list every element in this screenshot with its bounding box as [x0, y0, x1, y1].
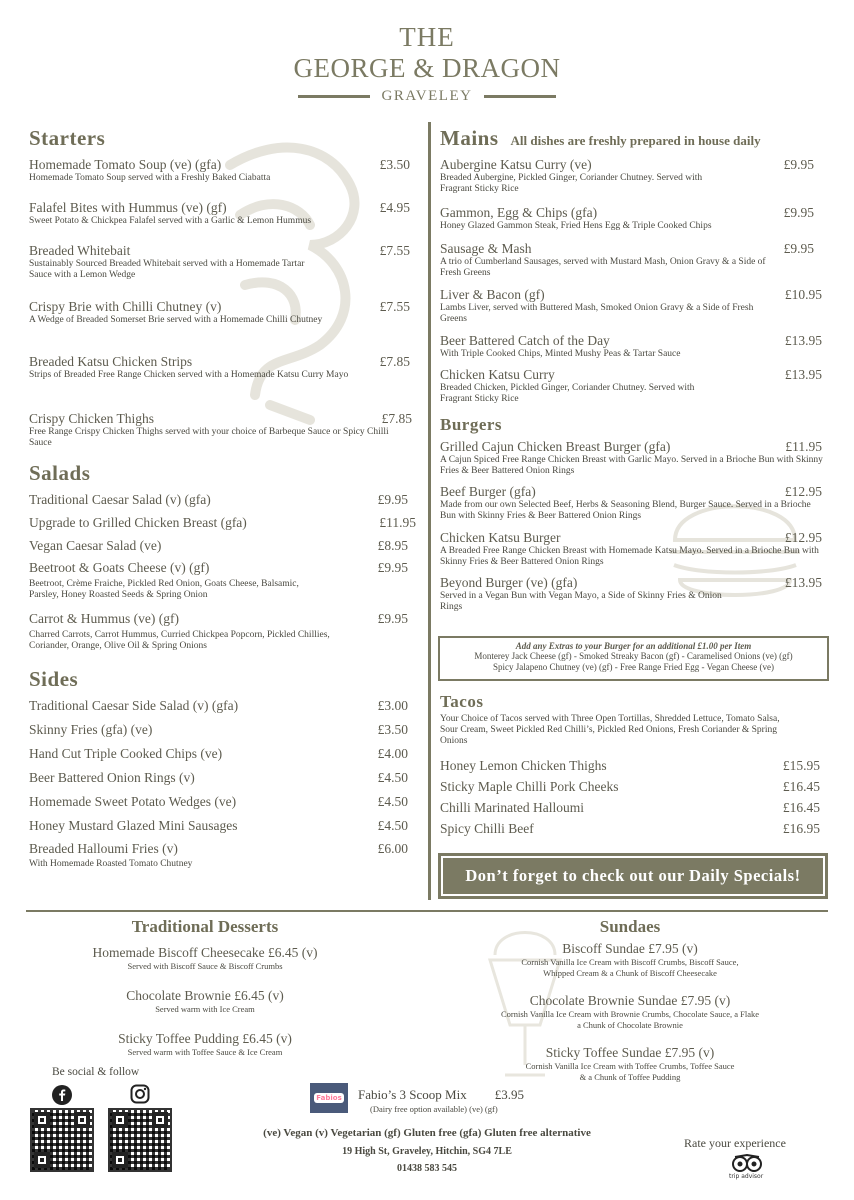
item-price: £11.95 — [785, 439, 822, 454]
list-item — [440, 333, 828, 367]
item-price: £9.95 — [783, 241, 814, 256]
list-item — [440, 758, 828, 779]
header-location-row — [0, 88, 854, 105]
list-item — [29, 299, 416, 354]
desserts-section — [40, 917, 370, 1061]
item-desc: Homemade Tomato Soup served with a Freshly Baked Ciabatta — [29, 173, 271, 183]
item-desc: Lambs Liver, served with Buttered Mash, Smoked Onion Gravy & a Side of Fresh Greens — [440, 303, 754, 324]
mains-list — [440, 157, 828, 415]
sundae-desc-1: Cornish Vanilla Ice Cream with Biscoff Crumbs, Biscoff Sauce, — [521, 957, 739, 967]
dessert-desc: Served warm with Ice Cream — [155, 1004, 255, 1014]
list-item — [29, 243, 416, 299]
item-desc: Free Range Crispy Chicken Thighs served with your choice of Barbeque Sauce or Spicy Chilli Sauce — [29, 427, 389, 448]
list-item — [440, 821, 828, 842]
address: 19 High St, Graveley, Hitchin, SG4 7LE — [342, 1146, 512, 1157]
item-name: Beer Battered Catch of the Day — [440, 333, 610, 348]
sides-title: Sides — [29, 667, 79, 691]
item-name: Traditional Caesar Side Salad (v) (gfa) — [29, 698, 239, 713]
list-item — [460, 941, 800, 993]
tripadvisor-icon[interactable] — [730, 1154, 764, 1172]
item-price: £13.95 — [784, 367, 822, 382]
item-name: Liver & Bacon (gf) — [440, 287, 545, 302]
social-label: Be social & follow — [52, 1066, 140, 1078]
dietary-legend: (ve) Vegan (v) Vegetarian (gf) Gluten free (gfa) Gluten free alternative — [263, 1127, 591, 1139]
item-price: £9.95 — [377, 611, 408, 626]
item-desc: With Triple Cooked Chips, Minted Mushy Peas & Tartar Sauce — [440, 349, 681, 359]
header-location: GRAVELEY — [381, 88, 473, 104]
item-name: Falafel Bites with Hummus (ve) (gf) — [29, 200, 227, 215]
item-name: Sticky Maple Chilli Pork Cheeks — [440, 779, 619, 794]
list-item — [29, 722, 416, 746]
starters-title: Starters — [29, 126, 106, 150]
menu-header — [0, 22, 854, 105]
list-item — [29, 515, 416, 538]
list-item — [29, 492, 416, 515]
salads-title: Salads — [29, 461, 91, 485]
item-name: Carrot & Hummus (ve) (gf) — [29, 611, 179, 626]
mains-heading — [440, 126, 828, 151]
item-price: £3.00 — [377, 698, 408, 713]
list-item — [460, 993, 800, 1045]
sundae-desc-1: Cornish Vanilla Ice Cream with Brownie Crumbs, Chocolate Sauce, a Flake — [500, 1009, 760, 1019]
dessert-name: Chocolate Brownie £6.45 (v) — [126, 988, 284, 1003]
burger-extras-box — [438, 636, 829, 681]
item-name: Upgrade to Grilled Chicken Breast (gfa) — [29, 515, 247, 530]
item-name: Honey Mustard Glazed Mini Sausages — [29, 818, 238, 833]
extras-line-2: Spicy Jalapeno Chutney (ve) (gf) - Free Range Fried Egg - Vegan Cheese (ve) — [493, 662, 774, 672]
item-desc: With Homemade Roasted Tomato Chutney — [29, 859, 193, 869]
item-name: Homemade Tomato Soup (ve) (gfa) — [29, 157, 222, 172]
list-item — [440, 575, 828, 620]
item-name: Beyond Burger (ve) (gfa) — [440, 575, 578, 590]
item-name: Skinny Fries (gfa) (ve) — [29, 722, 153, 737]
dessert-divider — [26, 910, 828, 912]
tacos-title: Tacos — [440, 692, 484, 711]
item-desc: A Wedge of Breaded Somerset Brie served with a Homemade Chilli Chutney — [29, 315, 323, 325]
tripadvisor-label: trip advisor — [729, 1173, 764, 1180]
list-item — [29, 698, 416, 722]
list-item — [440, 205, 828, 241]
salads-list — [29, 492, 416, 667]
item-price: £9.95 — [783, 205, 814, 220]
list-item — [40, 1031, 370, 1061]
item-name: Beer Battered Onion Rings (v) — [29, 770, 195, 785]
item-name: Sausage & Mash — [440, 241, 532, 256]
left-column — [29, 126, 416, 871]
item-price: £10.95 — [784, 287, 822, 302]
sundae-desc-2: Whipped Cream & a Chunk of Biscoff Cheesecake — [543, 968, 717, 978]
list-item — [29, 411, 416, 457]
item-desc: Charred Carrots, Carrot Hummus, Curried Chickpea Popcorn, Pickled Chillies, Coriander, Orange, Olive Oil & Spring Onions — [29, 630, 330, 651]
item-price: £4.50 — [377, 794, 408, 809]
burgers-title: Burgers — [440, 415, 503, 434]
daily-specials-banner — [438, 853, 828, 899]
item-price: £16.45 — [782, 800, 820, 815]
list-item — [440, 157, 828, 205]
extras-heading: Add any Extras to your Burger for an additional £1.00 per Item — [515, 641, 752, 651]
list-item — [29, 538, 416, 560]
fabios-logo — [310, 1083, 348, 1113]
list-item — [29, 157, 416, 200]
item-price: £12.95 — [784, 484, 822, 499]
item-desc: Made from our own Selected Beef, Herbs & Seasoning Blend, Burger Sauce. Served in a Brioche Bun with Skinny Fries & Beer Battered Onion Rings — [440, 500, 811, 521]
sundae-name: Biscoff Sundae £7.95 (v) — [562, 941, 698, 956]
fabios-name: Fabio’s 3 Scoop Mix — [358, 1087, 467, 1102]
item-price: £4.50 — [377, 770, 408, 785]
item-name: Vegan Caesar Salad (ve) — [29, 538, 162, 553]
item-name: Breaded Katsu Chicken Strips — [29, 354, 193, 369]
item-name: Chilli Marinated Halloumi — [440, 800, 584, 815]
list-item — [460, 1045, 800, 1085]
item-price: £9.95 — [377, 560, 408, 575]
header-divider-right — [484, 95, 556, 98]
item-name: Chicken Katsu Curry — [440, 367, 555, 382]
item-price: £6.00 — [377, 841, 408, 856]
list-item — [440, 800, 828, 821]
extras-line-1: Monterey Jack Cheese (gf) - Smoked Streaky Bacon (gf) - Caramelised Onions (ve) (gf) — [474, 651, 793, 661]
sundaes-title: Sundaes — [599, 917, 661, 936]
list-item — [29, 200, 416, 243]
item-price: £11.95 — [379, 515, 416, 530]
dessert-desc: Served warm with Toffee Sauce & Ice Cream — [127, 1047, 283, 1057]
item-name: Homemade Sweet Potato Wedges (ve) — [29, 794, 237, 809]
starters-list — [29, 157, 416, 457]
right-column — [440, 126, 828, 620]
instagram-icon[interactable] — [130, 1084, 150, 1104]
dessert-name: Homemade Biscoff Cheesecake £6.45 (v) — [92, 945, 318, 960]
list-item — [29, 818, 416, 841]
mains-subtitle: All dishes are freshly prepared in house daily — [510, 133, 761, 148]
list-item — [440, 530, 828, 575]
fabios-note: (Dairy free option available) (ve) (gf) — [370, 1104, 498, 1114]
header-the: THE — [399, 22, 455, 52]
list-item — [440, 367, 828, 415]
list-item — [440, 779, 828, 800]
list-item — [29, 354, 416, 411]
item-price: £4.50 — [377, 818, 408, 833]
list-item — [29, 841, 416, 871]
item-desc: Sustainably Sourced Breaded Whitebait served with a Homemade Tartar Sauce with a Lemon Wedge — [29, 259, 305, 280]
list-item — [29, 746, 416, 770]
column-divider — [428, 122, 431, 900]
burgers-list — [440, 439, 828, 620]
tacos-desc: Your Choice of Tacos served with Three Open Tortillas, Shredded Lettuce, Tomato Salsa, Sour Cream, Sweet Pickled Red Chilli’s, Pickled Red Onions, Fresh Coriander & Spring Onions — [440, 714, 780, 746]
item-name: Crispy Chicken Thighs — [29, 411, 155, 426]
item-name: Spicy Chilli Beef — [440, 821, 534, 836]
list-item — [440, 484, 828, 530]
item-name: Hand Cut Triple Cooked Chips (ve) — [29, 746, 223, 761]
fabios-price: £3.95 — [494, 1087, 524, 1102]
item-price: £12.95 — [784, 530, 822, 545]
fabios-row — [358, 1087, 524, 1103]
phone-number: 01438 583 545 — [397, 1163, 457, 1174]
item-name: Aubergine Katsu Curry (ve) — [440, 157, 592, 172]
header-divider-left — [298, 95, 370, 98]
header-restaurant-name: GEORGE & DRAGON — [293, 53, 561, 83]
item-price: £15.95 — [782, 758, 820, 773]
item-name: Honey Lemon Chicken Thighs — [440, 758, 607, 773]
item-name: Breaded Whitebait — [29, 243, 131, 258]
desserts-title: Traditional Desserts — [131, 917, 279, 936]
item-desc: Sweet Potato & Chickpea Falafel served with a Garlic & Lemon Hummus — [29, 216, 312, 226]
item-name: Grilled Cajun Chicken Breast Burger (gfa) — [440, 439, 671, 454]
dessert-name: Sticky Toffee Pudding £6.45 (v) — [118, 1031, 292, 1046]
mains-title: Mains — [440, 126, 499, 150]
facebook-icon[interactable] — [52, 1085, 72, 1105]
rate-experience-label: Rate your experience — [684, 1136, 786, 1150]
item-price: £16.45 — [782, 779, 820, 794]
item-price: £7.55 — [379, 243, 410, 258]
item-price: £8.95 — [377, 538, 408, 553]
item-price: £4.00 — [377, 746, 408, 761]
item-desc: A Cajun Spiced Free Range Chicken Breast with Garlic Mayo. Served in a Brioche Bun with Skinny Fries & Beer Battered Onion Rings — [440, 455, 823, 476]
item-price: £7.85 — [381, 411, 412, 426]
item-name: Beetroot & Goats Cheese (v) (gf) — [29, 560, 210, 575]
list-item — [40, 945, 370, 988]
item-desc: A trio of Cumberland Sausages, served with Mustard Mash, Onion Gravy & a Side of Fresh Greens — [440, 257, 766, 278]
sundae-name: Chocolate Brownie Sundae £7.95 (v) — [529, 993, 731, 1008]
fabios-logo-text: Fabios — [316, 1094, 342, 1102]
sundae-name: Sticky Toffee Sundae £7.95 (v) — [545, 1045, 715, 1060]
item-price: £3.50 — [379, 157, 410, 172]
item-price: £9.95 — [377, 492, 408, 507]
item-price: £7.85 — [379, 354, 410, 369]
list-item — [29, 611, 416, 667]
sundae-desc-2: a Chunk of Chocolate Brownie — [577, 1020, 683, 1030]
item-price: £7.55 — [379, 299, 410, 314]
item-desc: Served in a Vegan Bun with Vegan Mayo, a Side of Skinny Fries & Onion Rings — [440, 591, 722, 612]
list-item — [440, 287, 828, 333]
item-price: £13.95 — [784, 575, 822, 590]
item-name: Gammon, Egg & Chips (gfa) — [440, 205, 598, 220]
sundae-desc-1: Cornish Vanilla Ice Cream with Toffee Crumbs, Toffee Sauce — [525, 1061, 735, 1071]
item-name: Breaded Halloumi Fries (v) — [29, 841, 178, 856]
tacos-section — [440, 692, 828, 842]
list-item — [40, 988, 370, 1031]
dessert-desc: Served with Biscoff Sauce & Biscoff Crumbs — [127, 961, 283, 971]
item-price: £13.95 — [784, 333, 822, 348]
sides-list — [29, 698, 416, 871]
item-desc: Strips of Breaded Free Range Chicken served with a Homemade Katsu Curry Mayo — [29, 370, 349, 380]
list-item — [29, 770, 416, 794]
item-price: £9.95 — [783, 157, 814, 172]
item-price: £4.95 — [379, 200, 410, 215]
sundae-desc-2: & a Chunk of Toffee Pudding — [579, 1072, 681, 1082]
item-desc: Honey Glazed Gammon Steak, Fried Hens Egg & Triple Cooked Chips — [440, 221, 712, 231]
list-item — [29, 560, 416, 611]
item-name: Traditional Caesar Salad (v) (gfa) — [29, 492, 211, 507]
item-name: Crispy Brie with Chilli Chutney (v) — [29, 299, 222, 314]
item-price: £16.95 — [782, 821, 820, 836]
list-item — [440, 439, 828, 484]
item-name: Beef Burger (gfa) — [440, 484, 536, 499]
item-desc: A Breaded Free Range Chicken Breast with Homemade Katsu Mayo. Served in a Brioche Bun with Skinny Fries & Beer Battered Onion Rings — [440, 546, 819, 567]
list-item — [29, 794, 416, 818]
item-desc: Breaded Aubergine, Pickled Ginger, Coriander Chutney. Served with Fragrant Sticky Rice — [440, 173, 703, 194]
item-price: £3.50 — [377, 722, 408, 737]
item-name: Chicken Katsu Burger — [440, 530, 561, 545]
item-desc: Breaded Chicken, Pickled Ginger, Coriander Chutney. Served with Fragrant Sticky Rice — [440, 383, 695, 404]
item-desc: Beetroot, Crème Fraiche, Pickled Red Onion, Goats Cheese, Balsamic, Parsley, Honey Roasted Seeds & Spring Onion — [29, 579, 299, 600]
sundaes-section — [460, 917, 800, 1085]
list-item — [440, 241, 828, 287]
daily-specials-text: Don’t forget to check out our Daily Specials! — [465, 866, 801, 885]
